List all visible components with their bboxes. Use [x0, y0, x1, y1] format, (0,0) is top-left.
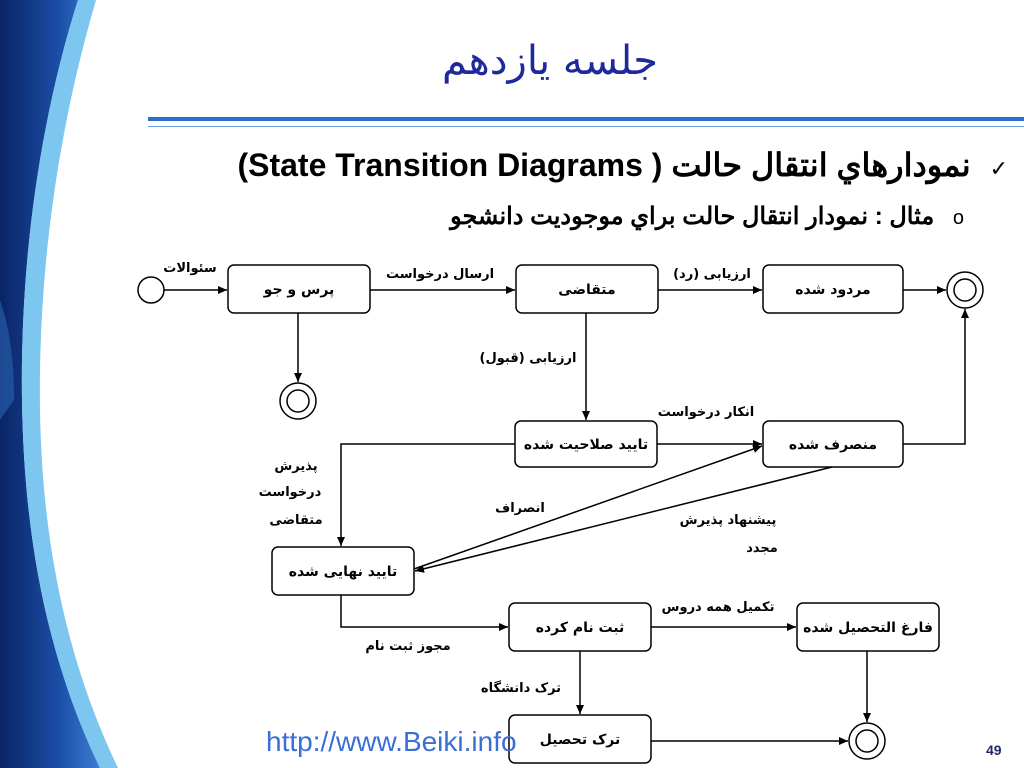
label-deny-request: انکار درخواست [657, 405, 755, 420]
sub-bullet-text: مثال : نمودار انتقال حالت براي موجوديت دانشجو [450, 203, 935, 230]
edge-accept-request [341, 444, 515, 546]
label-reoffer-1: پيشنهاد پذيرش [679, 513, 777, 528]
state-label-rejected: مردود شده [795, 282, 871, 298]
label-accept-1: پذيرش [274, 459, 318, 474]
sub-bullet-marker: o [952, 207, 964, 229]
label-eval-accept: ارزيابی (قبول) [479, 351, 577, 366]
state-label-final: تاييد نهايی شده [288, 564, 398, 580]
final-state-icon-top-right [947, 272, 983, 308]
edge-enroll-permit [341, 595, 508, 627]
final-state-icon-bottom [849, 723, 885, 759]
label-accept-3: متقاضی [269, 513, 323, 528]
state-label-inquiry: پرس و جو [263, 282, 335, 298]
state-label-qualified: تاييد صلاحيت شده [523, 437, 649, 453]
edge-withdrawn-end [903, 309, 965, 444]
state-label-graduated: فارغ التحصيل شده [803, 620, 933, 636]
label-leave-university: ترک دانشگاه [480, 681, 562, 696]
state-label-withdrawn: منصرف شده [788, 437, 878, 453]
label-eval-reject: ارزيابی (رد) [673, 267, 751, 282]
state-label-applicant: متقاضی [558, 282, 616, 298]
label-complete-courses: تکميل همه دروس [661, 600, 775, 615]
label-send-request: ارسال درخواست [385, 267, 495, 282]
label-accept-2: درخواست [258, 485, 322, 500]
label-questions: سئوالات [163, 261, 217, 276]
initial-state-icon [138, 277, 164, 303]
final-state-icon-left [280, 383, 316, 419]
page-number: 49 [986, 742, 1002, 758]
label-withdraw: انصراف [495, 501, 545, 516]
state-label-registered: ثبت نام کرده [535, 620, 625, 636]
label-reoffer-2: مجدد [746, 541, 778, 556]
bullet-text: (State Transition Diagrams ) نمودارهاي انتقال حالت [237, 147, 971, 183]
slide-title: جلسه يازدهم [442, 38, 658, 84]
checkmark-icon: ✓ [989, 156, 1008, 181]
label-enroll-permit: مجوز ثبت نام [365, 639, 451, 654]
state-label-dropout: ترک تحصيل [539, 732, 621, 748]
footer-url-link[interactable]: http://www.Beiki.info [266, 726, 517, 757]
